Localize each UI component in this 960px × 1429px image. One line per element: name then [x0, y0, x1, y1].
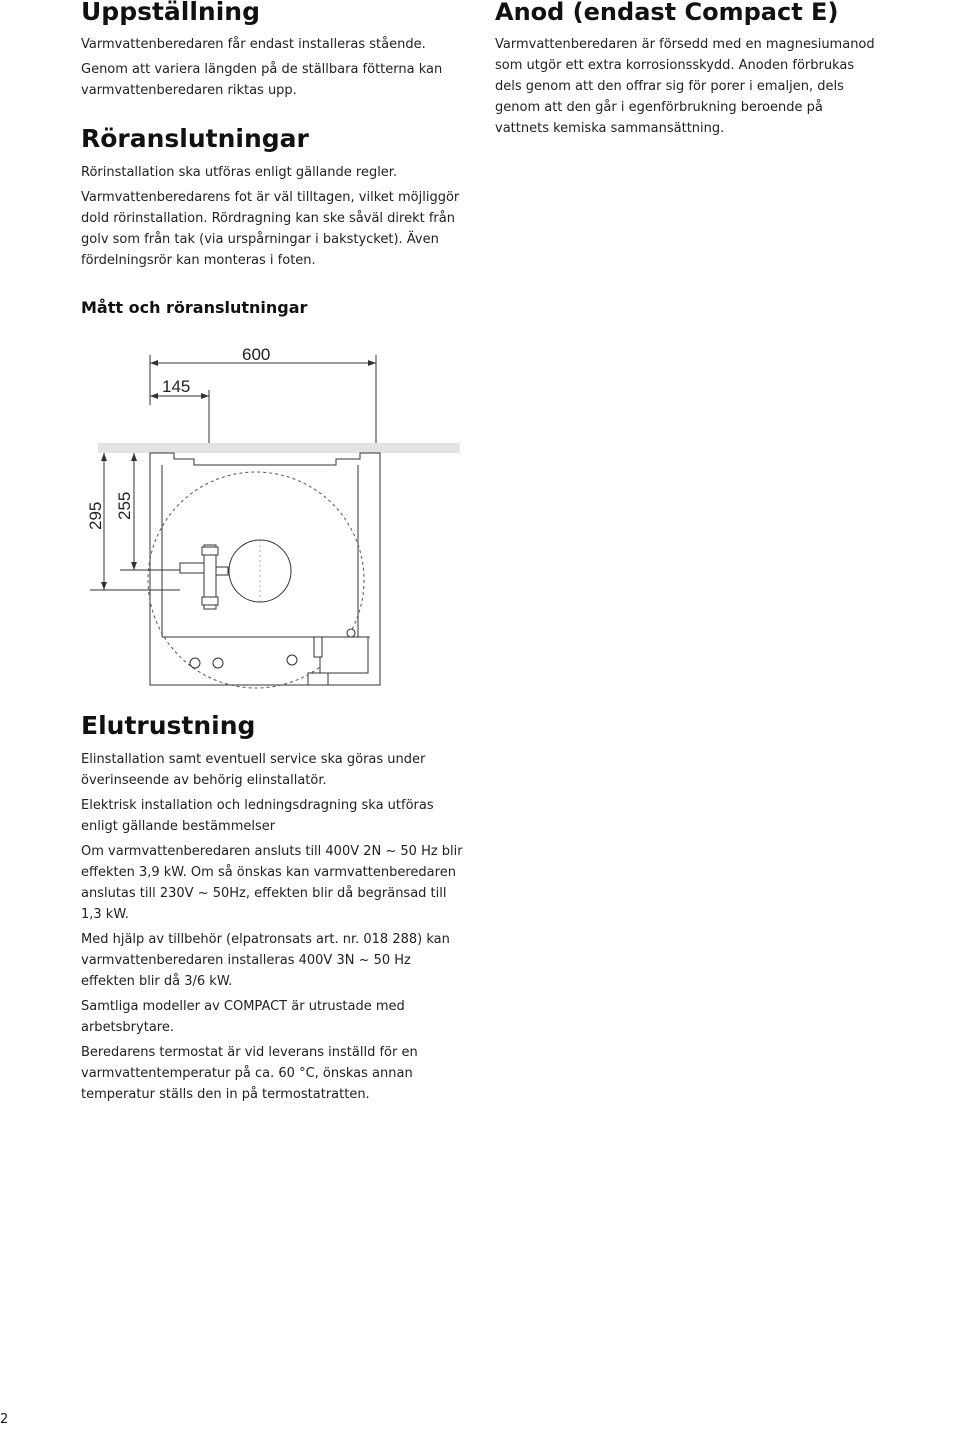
paragraph: Samtliga modeller av COMPACT är utrustade med arbetsbrytare.	[81, 999, 405, 1035]
arrow-icon	[131, 562, 137, 570]
arrow-icon	[150, 393, 158, 399]
valve-fitting	[202, 597, 218, 605]
dimension-label-255: 255	[115, 491, 134, 520]
paragraph: Om varmvattenberedaren ansluts till 400V 2N ~ 50 Hz blir effekten 3,9 kW. Om så önskas kan varmvattenberedaren anslutas till 230V ~ 50Hz, effekten blir då begränsad till 1,3 kW.	[81, 844, 463, 922]
connection-point	[347, 629, 355, 637]
section-roranslutningar	[81, 125, 309, 153]
anod-text	[495, 34, 880, 139]
arrow-icon	[101, 453, 107, 461]
section-diagram-heading	[81, 298, 307, 318]
foot-hole	[190, 658, 200, 668]
arrow-icon	[101, 582, 107, 590]
paragraph: Varmvattenberedaren är försedd med en magnesiumanod som utgör ett extra korrosionsskydd. Anoden förbrukas dels genom att den offrar sig för porer i emaljen, dels genom att den går i egenförbrukning beroende på vattnets kemiska sammansättning.	[495, 37, 875, 136]
valve-assembly	[180, 545, 228, 609]
arrow-icon	[368, 360, 376, 366]
heading-anod: Anod (endast Compact E)	[495, 0, 839, 26]
cable-gland	[314, 637, 322, 657]
wall	[98, 443, 460, 453]
heading-elutrustning: Elutrustning	[81, 711, 256, 740]
elutrustning-text	[81, 749, 466, 1105]
paragraph: Rörinstallation ska utföras enligt gällande regler.	[81, 165, 398, 180]
valve-outlet	[216, 567, 228, 575]
roranslutningar-text	[81, 162, 466, 271]
heading-roranslutningar: Röranslutningar	[81, 124, 309, 153]
heading-matt-och-roranslutningar: Mått och röranslutningar	[81, 298, 308, 317]
dimension-label-145: 145	[162, 377, 191, 396]
paragraph: Beredarens termostat är vid leverans inställd för en varmvattentemperatur på ca. 60 °C, önskas annan temperatur ställs den in på termostatratten.	[81, 1045, 418, 1102]
section-uppstallning	[81, 0, 260, 26]
paragraph: Genom att variera längden på de ställbara fötterna kan varmvattenberedaren riktas upp.	[81, 62, 443, 98]
arrow-icon	[131, 453, 137, 461]
paragraph: Varmvattenberedaren får endast installeras stående.	[81, 37, 426, 52]
arrow-icon	[201, 393, 209, 399]
cable-exit	[308, 673, 328, 685]
paragraph: Med hjälp av tillbehör (elpatronsats art. nr. 018 288) kan varmvattenberedaren installeras 400V 3N ~ 50 Hz effekten blir då 3/6 kW.	[81, 932, 450, 989]
section-anod	[495, 0, 838, 26]
valve-fitting	[202, 547, 218, 555]
paragraph: Elinstallation samt eventuell service ska göras under överinseende av behörig elinstallatör.	[81, 752, 426, 788]
paragraph: Varmvattenberedarens fot är väl tilltagen, vilket möjliggör dold rörinstallation. Rördragning kan ske såväl direkt från golv som från tak (via urspårningar i bakstycket). Även fördelningsrör kan monteras i foten.	[81, 190, 460, 268]
heading-uppstallning: Uppställning	[81, 0, 260, 26]
dimension-label-600: 600	[242, 345, 271, 364]
paragraph: Elektrisk installation och ledningsdragning ska utföras enligt gällande bestämmelser	[81, 798, 434, 834]
uppstallning-text	[81, 34, 466, 101]
dimension-label-295: 295	[86, 501, 105, 530]
foot-hole	[287, 655, 297, 665]
electric-box	[320, 637, 368, 673]
valve-inlet	[180, 563, 204, 573]
dimension-diagram	[70, 335, 470, 695]
arrow-icon	[150, 360, 158, 366]
page-number: 2	[0, 1412, 9, 1427]
foot-hole	[213, 658, 223, 668]
section-elutrustning	[81, 712, 255, 740]
